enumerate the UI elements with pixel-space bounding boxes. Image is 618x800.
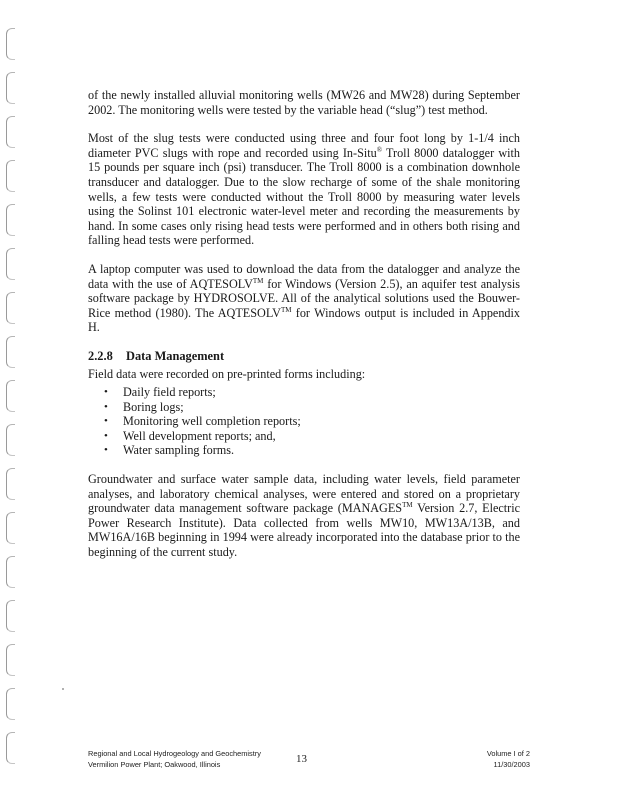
section-heading [88,349,520,364]
footer-site-location: Vermilion Power Plant; Oakwood, Illinois [88,760,221,769]
section-number: 2.2.8 [88,348,113,363]
footer-report-info [88,748,288,770]
scan-speck [62,688,64,690]
trademark-mark: TM [252,276,264,285]
footer-report-title: Regional and Local Hydrogeology and Geochemistry [88,749,261,758]
list-item: • Well development reports; and, [104,428,276,443]
body-text [88,88,520,574]
registered-mark: ® [376,145,383,154]
bullet-icon: • [104,444,108,457]
paragraph-data-management: Groundwater and surface water sample data, including water levels, field parameter analyses, and laboratory chemical analyses, were entered and stored on a proprietary groundwater data management software package (MANAGES™ Version 2.7, Electric Power Research Institute). Data collected from wells MW10, MW13A/13B, and MW16A/16B beginning in 1994 were already incorporated into the database prior to the beginning of the current study. [88,472,521,560]
binder-hole-marks [4,20,18,790]
bullet-icon: • [104,386,108,399]
list-item: • Monitoring well completion reports; [104,414,301,429]
list-item: • Water sampling forms. [104,443,235,458]
paragraph-aqtesolv: A laptop computer was used to download the data from the datalogger and analyze the data with the use of AQTESOLV™ for Windows (Version 2.5), an aquifer test analysis software package by HYDROSOLVE. All of the analytical solutions used the Bouwer-Rice method (1980). The AQTESOLV™ for Windows output is included in Appendix H. [88,261,520,335]
bullet-icon: • [104,429,108,442]
paragraph-field-data: Field data were recorded on pre-printed forms including: [88,366,366,381]
paragraph-slug-intro: of the newly installed alluvial monitoring wells (MW26 and MW28) during September 2002. The monitoring wells were tested by the variable head (“slug”) test method. [88,88,520,117]
trademark-mark: TM [402,501,413,510]
footer-volume-info [410,748,530,770]
bullet-icon: • [104,415,108,428]
section-title: Data Management [126,348,225,363]
list-item: • Boring logs; [104,399,184,414]
trademark-mark: TM [280,305,292,314]
bullet-icon: • [104,400,108,413]
footer-date: 11/30/2003 [493,760,530,769]
footer-volume: Volume I of 2 [486,749,530,758]
paragraph-slug-method: Most of the slug tests were conducted using three and four foot long by 1-1/4 inch diameter PVC slugs with rope and recorded using In-Situ® Troll 8000 datalogger with 15 pounds per square inch (psi) transducer. The Troll 8000 is a combination downhole transducer and datalogger. Due to the slow recharge of some of the shale monitoring wells, a few tests were conducted without the Troll 8000 by measuring water levels using the Solinst 101 electronic water-level meter and recording the measurements by hand. In some cases only rising head tests were performed and in others both rising and falling head tests were performed. [88,131,520,248]
list-item: • Daily field reports; [104,385,216,400]
forms-list [88,385,520,458]
page-number: 13 [296,753,307,765]
